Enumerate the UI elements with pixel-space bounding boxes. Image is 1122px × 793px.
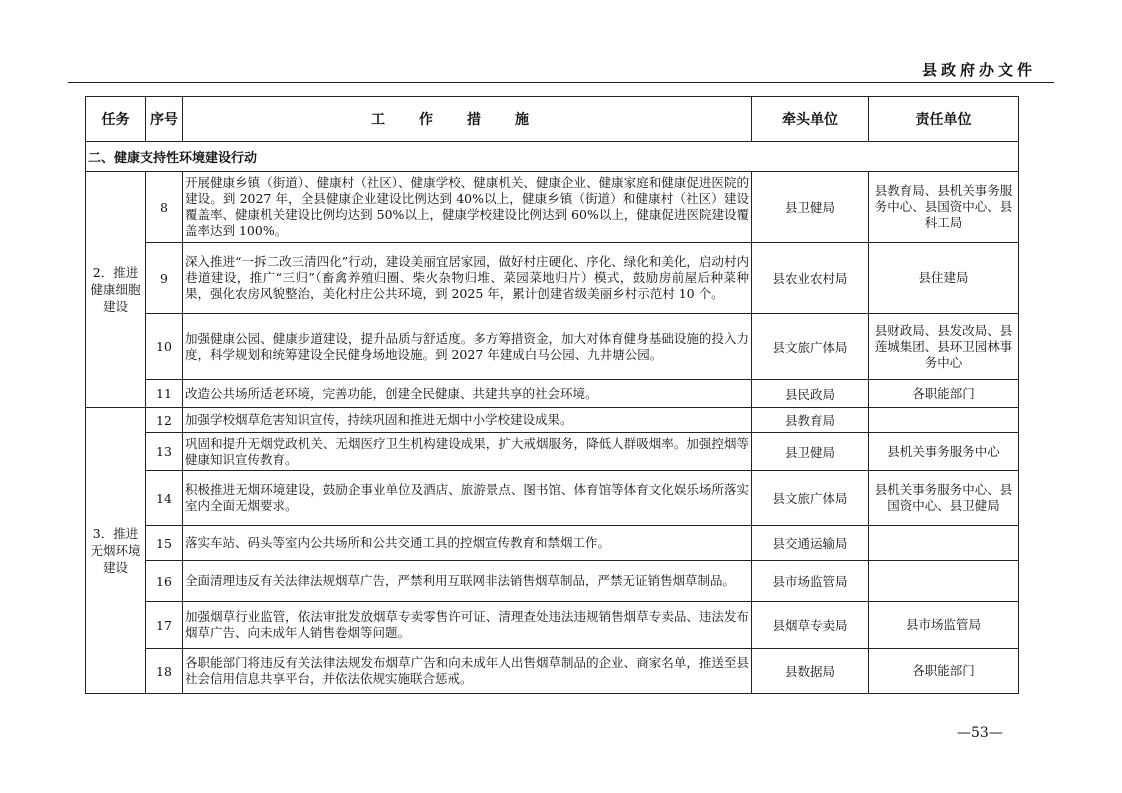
row-number: 11 xyxy=(146,380,183,408)
task-group-cell: 2．推进健康细胞建设 xyxy=(86,172,146,408)
row-lead-unit: 县交通运输局 xyxy=(752,526,869,561)
row-number: 16 xyxy=(146,561,183,602)
row-number: 18 xyxy=(146,649,183,694)
row-number: 14 xyxy=(146,471,183,526)
row-measure: 各职能部门将违反有关法律法规发布烟草广告和向未成年人出售烟草制品的企业、商家名单，推送至县社会信用信息共享平台，并依法依规实施联合惩戒。 xyxy=(183,649,752,694)
document-header-title: 县政府办文件 xyxy=(921,61,1036,79)
row-responsible-units: 县机关事务服务中心、县国资中心、县卫健局 xyxy=(869,471,1019,526)
row-responsible-units xyxy=(869,408,1019,433)
work-measures-table xyxy=(85,96,1019,694)
row-responsible-units: 县市场监管局 xyxy=(869,602,1019,649)
table-row xyxy=(86,602,1019,649)
task-group-cell: 3．推进无烟环境建设 xyxy=(86,408,146,694)
table-row xyxy=(86,380,1019,408)
row-lead-unit: 县教育局 xyxy=(752,408,869,433)
section-row xyxy=(86,142,1019,172)
row-responsible-units: 各职能部门 xyxy=(869,380,1019,408)
row-measure: 全面清理违反有关法律法规烟草广告，严禁利用互联网非法销售烟草制品，严禁无证销售烟草制品。 xyxy=(183,561,752,602)
table-row xyxy=(86,433,1019,471)
row-responsible-units: 县机关事务服务中心 xyxy=(869,433,1019,471)
row-measure: 深入推进“一拆二改三清四化”行动，建设美丽宜居家园，做好村庄硬化、序化、绿化和美化，启动村内巷道建设，推广“三归”（畜禽养殖归圈、柴火杂物归堆、菜园菜地归片）模式，鼓励房前屋后种菜种果，强化农房风貌整治，美化村庄公共环境，到 2025 年，累计创建省级美丽乡村示范村 10 个。 xyxy=(183,243,752,314)
row-measure: 开展健康乡镇（街道）、健康村（社区）、健康学校、健康机关、健康企业、健康家庭和健康促进医院的建设。到 2027 年，全县健康企业建设比例达到 40%以上，健康乡镇（街道）和健康村（社区）建设覆盖率、健康机关建设比例均达到 50%以上，健康学校建设比例达到 60%以上，健康促进医院建设覆盖率达到 100%。 xyxy=(183,172,752,243)
header-measure: 工作措施 xyxy=(183,97,752,142)
section-title: 二、健康支持性环境建设行动 xyxy=(86,142,1019,172)
row-number: 8 xyxy=(146,172,183,243)
row-lead-unit: 县农业农村局 xyxy=(752,243,869,314)
row-number: 9 xyxy=(146,243,183,314)
row-responsible-units: 县住建局 xyxy=(869,243,1019,314)
table-row xyxy=(86,561,1019,602)
row-measure: 巩固和提升无烟党政机关、无烟医疗卫生机构建设成果，扩大戒烟服务，降低人群吸烟率。加强控烟等健康知识宣传教育。 xyxy=(183,433,752,471)
table-row xyxy=(86,408,1019,433)
header-lead: 牵头单位 xyxy=(752,97,869,142)
header-task: 任务 xyxy=(86,97,146,142)
table-row xyxy=(86,314,1019,380)
row-lead-unit: 县卫健局 xyxy=(752,433,869,471)
row-lead-unit: 县文旅广体局 xyxy=(752,314,869,380)
table-row xyxy=(86,172,1019,243)
table-row xyxy=(86,649,1019,694)
row-responsible-units xyxy=(869,526,1019,561)
row-lead-unit: 县卫健局 xyxy=(752,172,869,243)
row-measure: 改造公共场所适老环境，完善功能，创建全民健康、共建共享的社会环境。 xyxy=(183,380,752,408)
header-divider xyxy=(68,82,1054,83)
row-responsible-units: 县财政局、县发改局、县莲城集团、县环卫园林事务中心 xyxy=(869,314,1019,380)
row-number: 13 xyxy=(146,433,183,471)
row-responsible-units: 县教育局、县机关事务服务中心、县国资中心、县科工局 xyxy=(869,172,1019,243)
row-measure: 积极推进无烟环境建设，鼓励企事业单位及酒店、旅游景点、图书馆、体育馆等体育文化娱乐场所落实室内全面无烟要求。 xyxy=(183,471,752,526)
row-measure: 加强健康公园、健康步道建设，提升品质与舒适度。多方筹措资金，加大对体育健身基础设施的投入力度，科学规划和统筹建设全民健身场地设施。到 2027 年建成白马公园、九井塘公园。 xyxy=(183,314,752,380)
table-row xyxy=(86,471,1019,526)
header-resp: 责任单位 xyxy=(869,97,1019,142)
row-number: 12 xyxy=(146,408,183,433)
header-num: 序号 xyxy=(146,97,183,142)
table-row xyxy=(86,243,1019,314)
row-lead-unit: 县烟草专卖局 xyxy=(752,602,869,649)
row-lead-unit: 县文旅广体局 xyxy=(752,471,869,526)
row-number: 17 xyxy=(146,602,183,649)
table-row xyxy=(86,526,1019,561)
row-responsible-units xyxy=(869,561,1019,602)
page-number: —53— xyxy=(957,725,1003,741)
row-measure: 加强学校烟草危害知识宣传，持续巩固和推进无烟中小学校建设成果。 xyxy=(183,408,752,433)
row-measure: 落实车站、码头等室内公共场所和公共交通工具的控烟宣传教育和禁烟工作。 xyxy=(183,526,752,561)
row-lead-unit: 县市场监管局 xyxy=(752,561,869,602)
row-lead-unit: 县数据局 xyxy=(752,649,869,694)
row-lead-unit: 县民政局 xyxy=(752,380,869,408)
row-measure: 加强烟草行业监管，依法审批发放烟草专卖零售许可证、清理查处违法违规销售烟草专卖品、违法发布烟草广告、向未成年人销售卷烟等问题。 xyxy=(183,602,752,649)
row-number: 15 xyxy=(146,526,183,561)
row-number: 10 xyxy=(146,314,183,380)
row-responsible-units: 各职能部门 xyxy=(869,649,1019,694)
table-header-row xyxy=(86,97,1019,142)
